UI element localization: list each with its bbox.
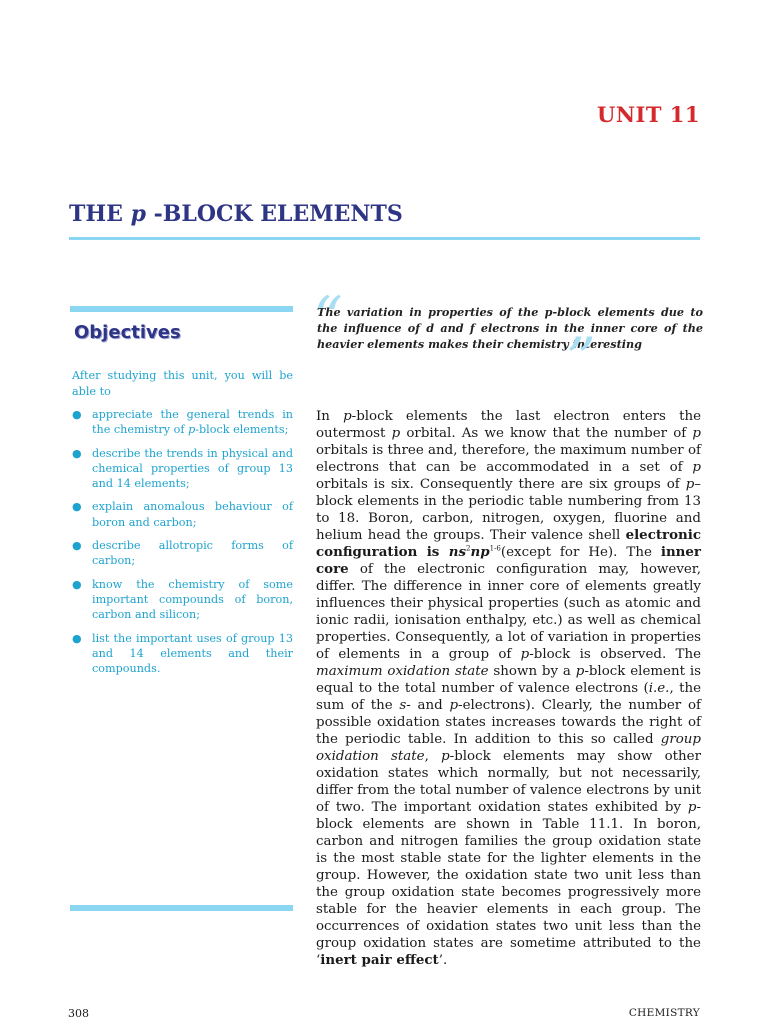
text-run: p [343,409,352,424]
text-run: maximum oxidation state [316,664,489,679]
epigraph-quote: The variation in properties of the p-block elements due to the influence of d and f electrons in the inner core of the heavier elements makes their chemistry interesting [317,305,703,352]
text-run: s [399,698,407,713]
text-run: -block elements may show other oxidation states which normally, but not necessarily, differ from the total number of valence electrons by unit of two. The important oxidation states exhibited by [316,749,701,815]
text-run: , [424,749,442,764]
text-run: p [520,647,530,662]
objectives-intro: After studying this unit, you will be able to [72,369,293,398]
text-run: , the sum of the [316,681,701,713]
title-suffix: -BLOCK ELEMENTS [145,201,403,227]
text-run: -block element is equal to the total number of valence electrons ( [316,664,701,696]
text-run: orbitals is six. Consequently there are six groups of [316,477,686,492]
objective-item [72,446,293,492]
bullet-icon: ● [72,631,82,645]
body-paragraph [316,408,701,969]
objective-item [72,499,293,530]
bullet-icon: ● [72,539,82,553]
text-run: appreciate the general trends in the chemistry of [92,408,293,437]
text-run: ns [448,544,467,560]
text-run: p [687,800,697,815]
objective-item [72,577,293,623]
text-run: -block elements; [195,423,289,437]
objective-item [72,538,293,569]
chapter-title [69,201,403,227]
objective-item [72,631,293,677]
text-run: inert pair effect [320,952,439,968]
text-run: explain anomalous behaviour of boron and carbon; [92,500,293,529]
text-run: inner core [316,544,701,577]
text-run: p [391,426,401,441]
text-run: np [470,544,490,560]
text-run: -block elements are shown in Table 11.1. In boron, carbon and nitrogen families the group oxidation state is the most stable state for the lighter elements in the group. However, the oxidation state two unit less than the group oxidation state becomes progressively more stable for the heavier elements in each group. The occurrences of oxidation states two unit less than the group oxidation states are sometime attributed to the ‘ [316,800,701,968]
title-italic-p: p [130,201,146,227]
text-run: orbital. As we know that the number of [400,426,693,441]
objectives-list [72,407,293,684]
text-run: orbitals is three and, therefore, the maximum number of electrons that can be accommodated in a set of [316,443,701,475]
text-run: p [441,749,450,764]
text-run: list the important uses of group 13 and 14 elements and their compounds. [92,631,293,676]
quote-close-icon: ” [566,325,596,393]
text-run: p [685,477,695,492]
page-number: 308 [68,1007,89,1020]
text-run: -electrons). Clearly, the number of possible oxidation states increases towards the right of the periodic table. In addition to this so called [316,698,701,747]
bullet-icon: ● [72,500,82,514]
text-run: -block is observed. The [529,647,702,662]
bullet-icon: ● [72,577,82,591]
text-run: group oxidation state [316,732,701,764]
text-run: shown by a [488,664,576,679]
bullet-icon: ● [72,446,82,460]
text-run: p [449,698,459,713]
quote-open-icon: “ [313,284,343,352]
bullet-icon: ● [72,408,82,421]
text-run: describe the trends in physical and chemical properties of group 13 and 14 elements; [92,446,293,491]
objective-item [72,407,293,438]
text-run: p [575,664,585,679]
unit-label: UNIT 11 [597,102,700,127]
text-run: 2 [466,544,471,553]
text-run: p [692,460,701,475]
text-run: of the electronic configuration may, however, differ. The difference in inner core of elements greatly influences their physical properties (such as atomic and ionic radii, ionisation enthalpy, etc.) as well as chemical properties. Consequently, a lot of variation in properties of elements in a group of [316,562,701,662]
text-run: –block elements in the periodic table numbering from 13 to 18. Boron, carbon, nitrogen, oxygen, fluorine and helium head the groups. Their valence shell [316,477,701,543]
text-run: p [692,426,701,441]
text-run: describe allotropic forms of carbon; [92,539,293,568]
text-run: ’. [438,953,448,968]
text-run: p [188,423,196,437]
text-run: know the chemistry of some important compounds of boron, carbon and silicon; [92,577,293,622]
text-run: -block elements the last electron enters the outermost [316,409,701,441]
text-run: - and [406,698,450,713]
objectives-top-rule [70,306,293,312]
objectives-heading: Objectives [74,322,181,343]
objectives-bottom-rule [70,905,293,911]
footer-subject: CHEMISTRY [628,1007,700,1019]
title-prefix: THE [69,201,131,227]
text-run: electronic configuration is [316,527,701,560]
text-run: i.e. [648,681,670,696]
text-run: In [316,409,344,424]
text-run: 1-6 [489,544,501,553]
title-underline [69,237,700,240]
text-run: (except for He). The [500,545,661,560]
